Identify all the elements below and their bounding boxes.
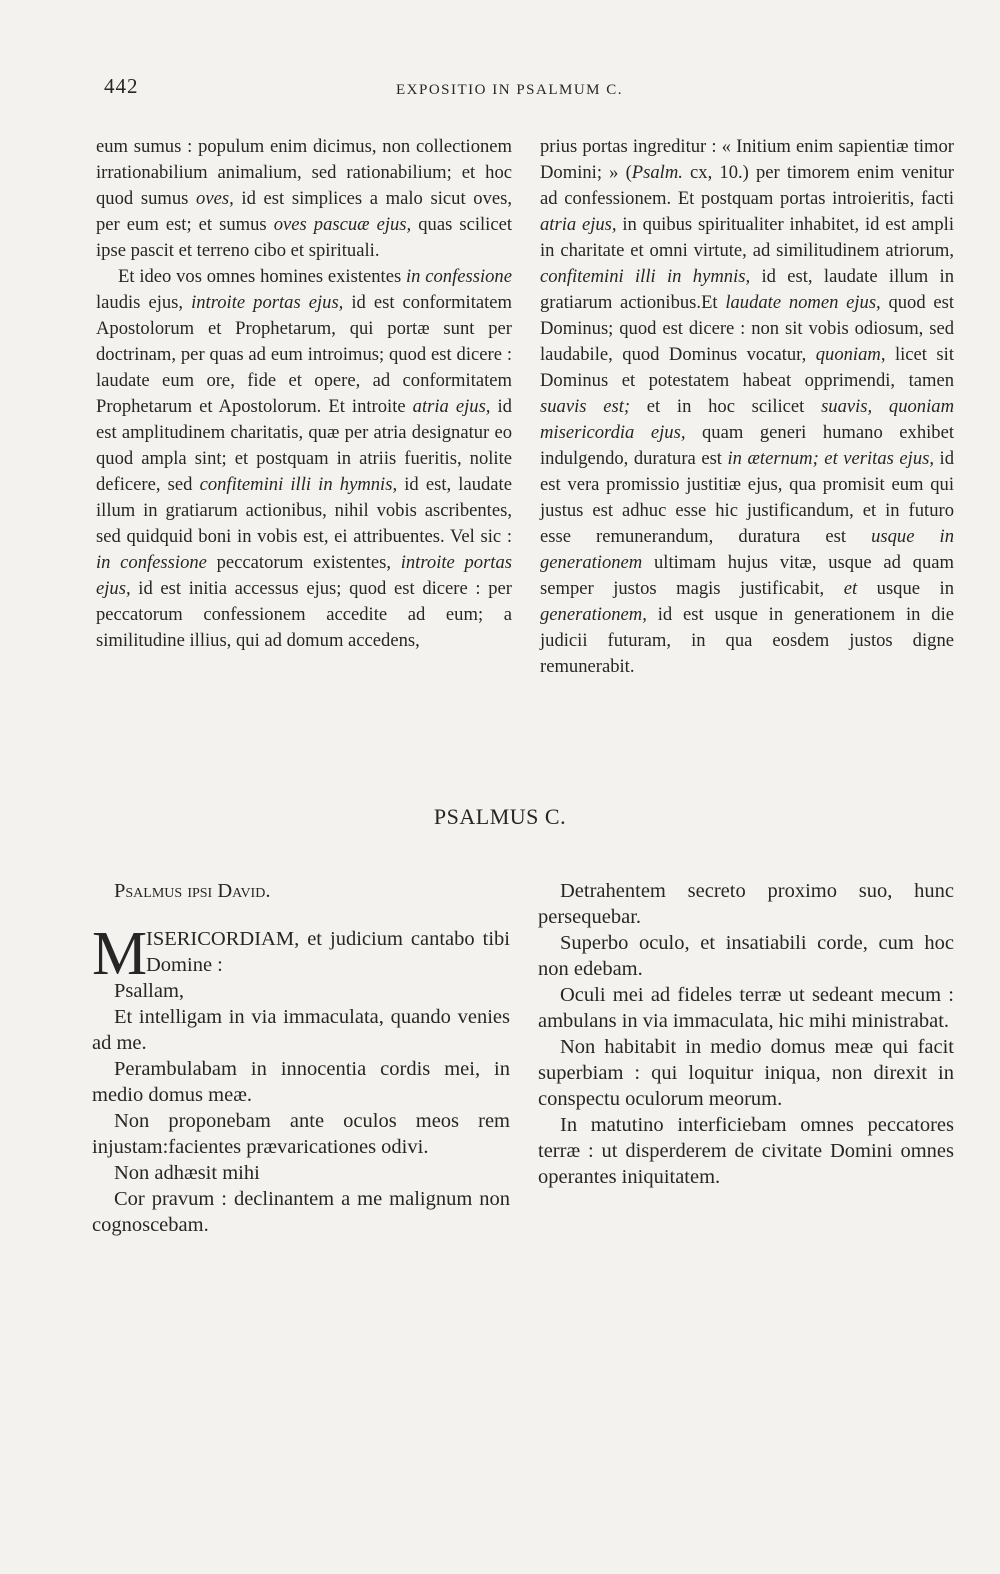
psalm-inscription: Psalmus ipsi David. (114, 880, 271, 902)
commentary-paragraph: eum sumus : populum enim dicimus, non collectionem irrationabilium animalium, sed rationabilium; et hoc quod sumus oves, id est simplices a malo sicut oves, per eum est; et sumus oves pascuæ ejus, quas scilicet ipse pascit et terreno cibo et spirituali. (96, 136, 513, 261)
page-number: 442 (104, 74, 139, 98)
commentary-left-column (96, 134, 512, 654)
verse: Psallam, (114, 980, 185, 1002)
psalm-title: PSALMUS C. (433, 804, 567, 829)
running-head: EXPOSITIO IN PSALMUM C. (396, 82, 624, 98)
commentary-paragraph: prius portas ingreditur : « Initium enim sapientiæ timor Domini; » (Psalm. cx, 10.) per timorem enim venitur ad confessionem. Et postquam portas introieritis, facti atria ejus, in quibus spiritualiter inhabitet, id est ampli in charitate et omni virtute, ad similitudinem atriorum, confitemini illi in hymnis, id est, laudate illum in gratiarum actionibus.Et laudate nomen ejus, quod est Dominus; quod est dicere : non sit vobis odiosum, sed laudabile, quod Dominus vocatur, quoniam, licet sit Dominus et potestatem habeat opprimendi, tamen suavis est; et in hoc scilicet suavis, quoniam misericordia ejus, quam generi humano exhibet indulgendo, duratura est in æternum; et veritas ejus, id est vera promissio justitiæ ejus, qua promisit eum qui justus est adhuc esse hic justificandum, et in futuro esse remunerandum, duratura est usque in generationem ultimam hujus vitæ, usque ad quam semper justos magis justificabit, et usque in generationem, id est usque in generationem in die judicii futuram, in qua eosdem justos digne remunerabit. (540, 136, 955, 677)
first-verse (92, 920, 510, 988)
verse: Non adhæsit mihi (114, 1162, 260, 1184)
drop-cap: M (92, 920, 148, 988)
verse: Superbo oculo, et insatiabili corde, cum hoc non edebam. (538, 932, 954, 980)
verse: Non habitabit in medio domus meæ qui facit superbiam : qui loquitur iniqua, non direxit in conspectu oculorum meorum. (538, 1036, 954, 1110)
commentary-right-column (540, 134, 954, 680)
verse: Non proponebam ante oculos meos rem injustam:facientes prævaricationes odivi. (92, 1110, 510, 1158)
verse: Detrahentem secreto proximo suo, hunc persequebar. (538, 880, 954, 928)
psalm-right-column (538, 878, 954, 1190)
verse: Oculi mei ad fideles terræ ut sedeant mecum : ambulans in via immaculata, hic mihi ministrabat. (538, 984, 954, 1032)
verse: Perambulabam in innocentia cordis mei, in medio domus meæ. (92, 1058, 510, 1106)
verse: ISERICORDIAM, et judicium cantabo tibi Domine : (146, 928, 510, 976)
verse: Cor pravum : declinantem a me malignum non cognoscebam. (92, 1188, 510, 1236)
commentary-paragraph: Et ideo vos omnes homines existentes in confessione laudis ejus, introite portas ejus, id est conformitatem Apostolorum et Prophetarum, qui portæ sunt per doctrinam, per quas ad eum introimus; quod est dicere : laudate eum ore, fide et opere, ad conformitatem Prophetarum et Apostolorum. Et introite atria ejus, id est amplitudinem charitatis, quæ per atria designatur eo quod ampla sint; et postquam in atriis fueritis, nolite deficere, sed confitemini illi in hymnis, id est, laudate illum in gratiarum actionibus, nihil vobis ascribentes, sed quidquid boni in vobis est, ei attribuentes. Vel sic : in confessione peccatorum existentes, introite portas ejus, id est initia accessus ejus; quod est dicere : per peccatorum confessionem accedite ad eum; a similitudine illius, qui ad domum accedens, (96, 266, 513, 651)
psalm-left-column (92, 878, 510, 1238)
verse: Et intelligam in via immaculata, quando venies ad me. (92, 1006, 510, 1054)
verse: In matutino interficiebam omnes peccatores terræ : ut disperderem de civitate Domini omnes operantes iniquitatem. (538, 1114, 954, 1188)
page-header (104, 74, 964, 108)
